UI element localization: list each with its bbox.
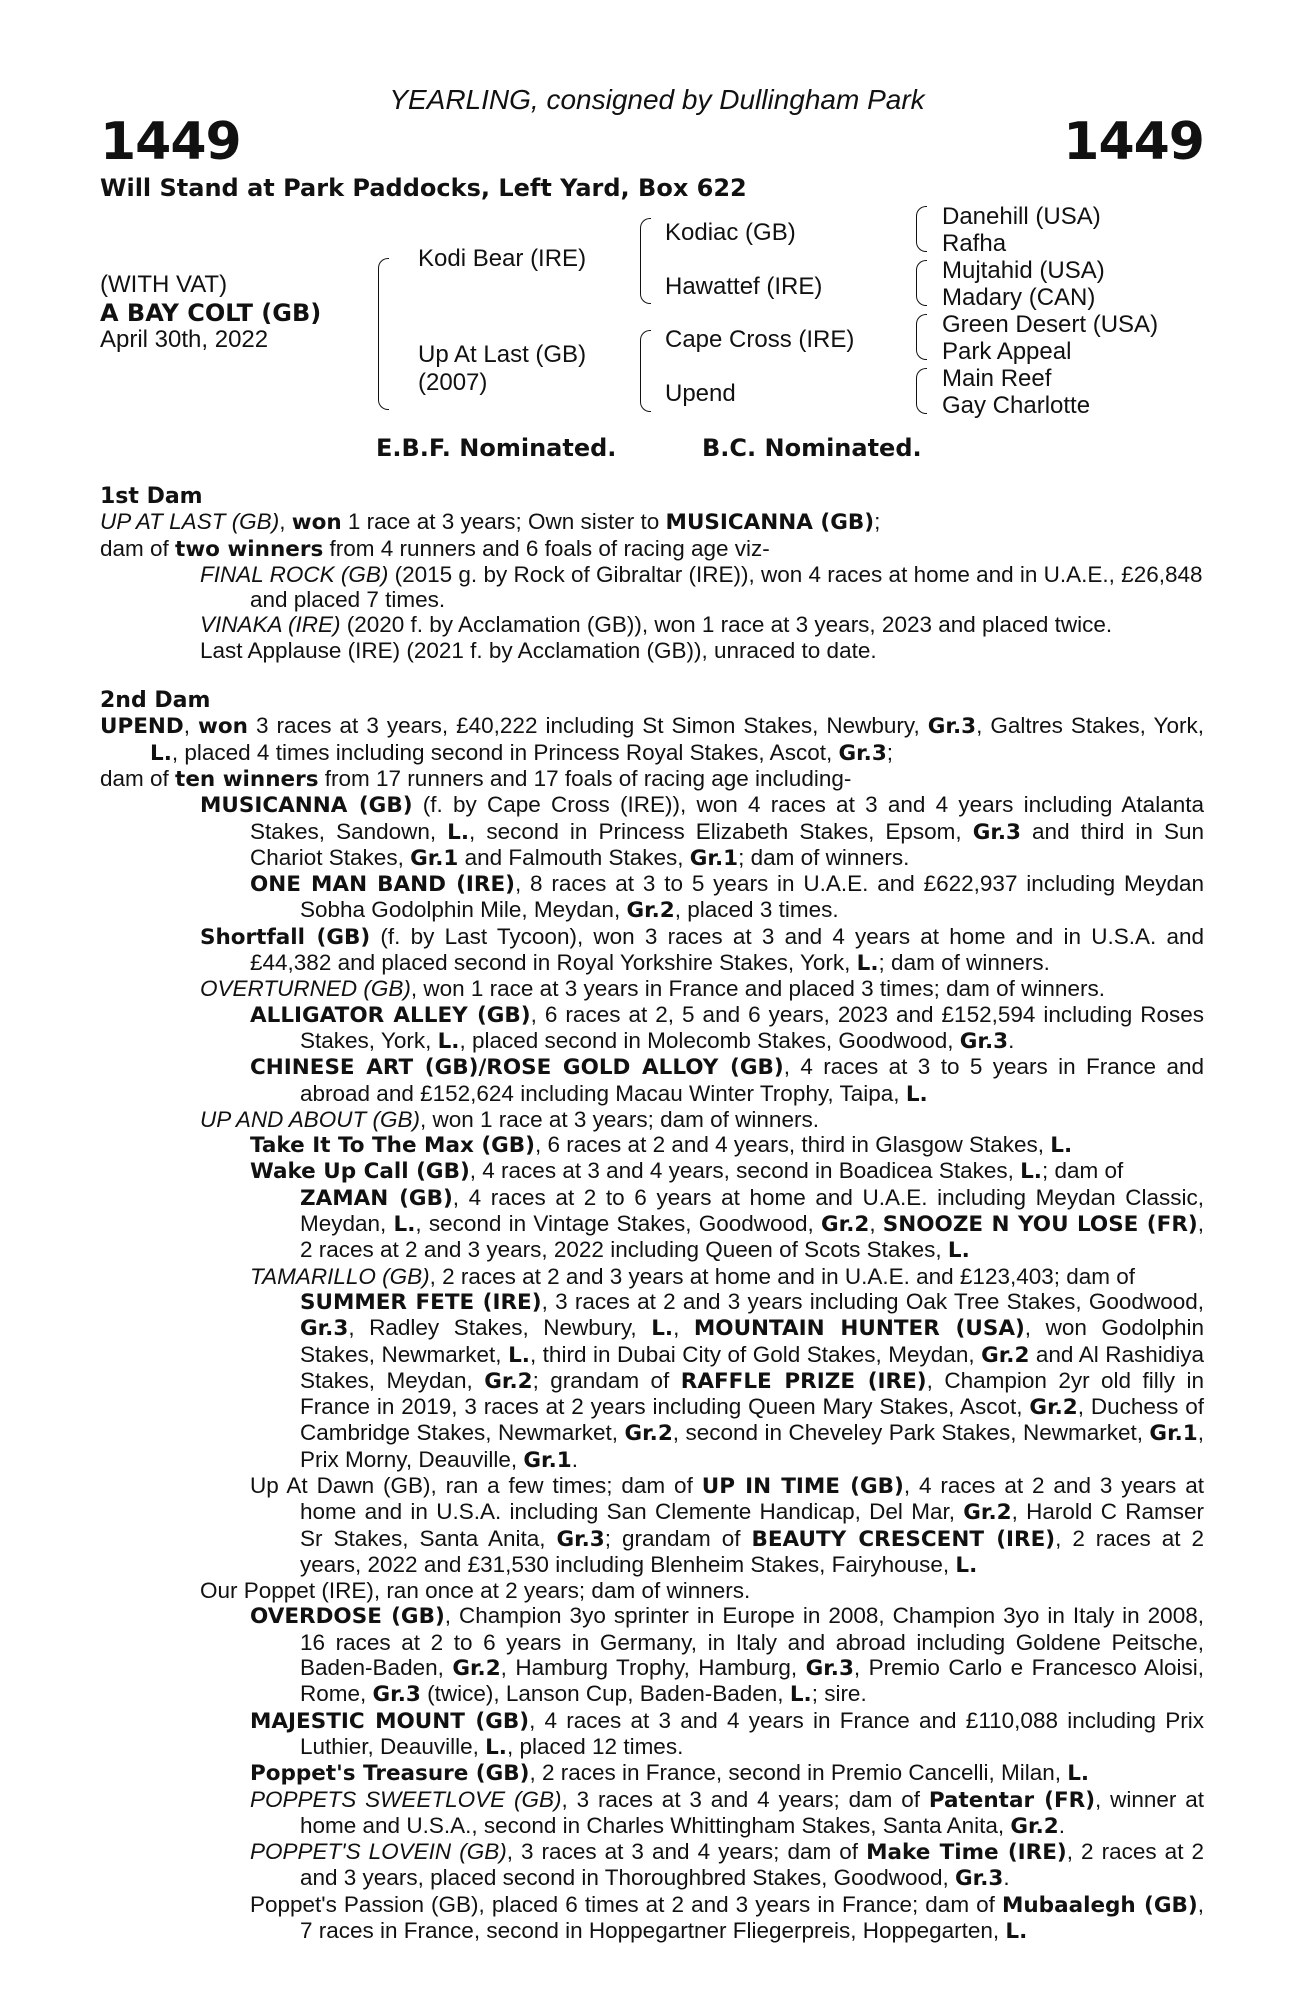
- produce-wake-up-call: Wake Up Call (GB), 4 races at 3 and 4 years, second in Boadicea Stakes, L.; dam of: [250, 1158, 1124, 1185]
- produce-last-applause: Last Applause (IRE) (2021 f. by Acclamation (GB)), unraced to date.: [200, 637, 877, 663]
- produce-up-and-about: UP AND ABOUT (GB), won 1 race at 3 years; dam of winners.: [200, 1106, 819, 1132]
- horse-name: A BAY COLT (GB): [100, 299, 322, 327]
- dam-name: Up At Last (GB): [418, 341, 587, 368]
- second-dam-heading: 2nd Dam: [100, 688, 211, 714]
- bc-nomination: B.C. Nominated.: [702, 434, 922, 462]
- dam-dam: Upend: [665, 380, 736, 407]
- brace-dam: [640, 330, 651, 412]
- sire-name: Kodi Bear (IRE): [418, 245, 587, 272]
- vat-note: (WITH VAT): [100, 271, 228, 298]
- brace-1: [378, 258, 389, 410]
- gg-2: Mujtahid (USA): [942, 257, 1105, 284]
- dam-sire: Cape Cross (IRE): [665, 326, 855, 353]
- gg-6: Main Reef: [942, 365, 1052, 392]
- produce-up-at-dawn: Up At Dawn (GB), ran a few times; dam of UP IN TIME (GB), 4 races at 2 and 3 years at home and in U.S.A. including San Clemente Handicap, Del Mar, Gr.2, Harold C Ramser Sr Stakes, Santa Anita, Gr.3; grandam of BEAUTY CRESCENT (IRE), 2 races at 2 years, 2022 and £31,530 including Blenheim Stakes, Fairyhouse, L.: [250, 1472, 1204, 1578]
- produce-summer-fete: SUMMER FETE (IRE), 3 races at 2 and 3 years including Oak Tree Stakes, Goodwood, Gr.3, Radley Stakes, Newbury, L., MOUNTAIN HUNTER (USA), won Godolphin Stakes, Newmarket, L., third in Dubai City of Gold Stakes, Meydan, Gr.2 and Al Rashidiya Stakes, Meydan, Gr.2; grandam of RAFFLE PRIZE (IRE), Champion 2yr old filly in France in 2019, 3 races at 2 years including Queen Mary Stakes, Ascot, Gr.2, Duchess of Cambridge Stakes, Newmarket, Gr.2, second in Cheveley Park Stakes, Newmarket, Gr.1, Prix Morny, Deauville, Gr.1.: [300, 1288, 1205, 1473]
- produce-majestic-mount: MAJESTIC MOUNT (GB), 4 races at 3 and 4 years in France and £110,088 including Prix Luthier, Deauville, L., placed 12 times.: [250, 1707, 1204, 1760]
- produce-final-rock: FINAL ROCK (GB) (2015 g. by Rock of Gibraltar (IRE)), won 4 races at home and in U.A.E., £26,848 and placed 7 times.: [200, 561, 1203, 613]
- gg-1: Rafha: [942, 230, 1007, 257]
- brace-gg1: [916, 206, 927, 252]
- gg-3: Madary (CAN): [942, 284, 1096, 311]
- produce-vinaka: VINAKA (IRE) (2020 f. by Acclamation (GB)), won 1 race at 3 years, 2023 and placed twice.: [200, 612, 1113, 638]
- dam-year: (2007): [418, 369, 488, 396]
- produce-take-it-to-the-max: Take It To The Max (GB), 6 races at 2 and 4 years, third in Glasgow Stakes, L.: [250, 1132, 1073, 1159]
- catalogue-body: [100, 484, 1204, 1944]
- produce-one-man-band: ONE MAN BAND (IRE), 8 races at 3 to 5 years in U.A.E. and £622,937 including Meydan Sobha Godolphin Mile, Meydan, Gr.2, placed 3 times.: [250, 871, 1204, 924]
- gg-4: Green Desert (USA): [942, 311, 1159, 338]
- produce-chinese-art: CHINESE ART (GB)/ROSE GOLD ALLOY (GB), 4 races at 3 to 5 years in France and abroad and £152,624 including Macau Winter Trophy, Taipa, L.: [250, 1054, 1205, 1107]
- produce-tamarillo: TAMARILLO (GB), 2 races at 2 and 3 years at home and in U.A.E. and £123,403; dam of: [250, 1263, 1136, 1289]
- produce-poppets-passion: Poppet's Passion (GB), placed 6 times at 2 and 3 years in France; dam of Mubaalegh (GB), 7 races in France, second in Hoppegartner Fliegerpreis, Hoppegarten, L.: [250, 1891, 1204, 1945]
- brace-gg4: [916, 368, 927, 414]
- produce-poppets-treasure: Poppet's Treasure (GB), 2 races in France, second in Premio Cancelli, Milan, L.: [250, 1760, 1090, 1787]
- sire-dam: Hawattef (IRE): [665, 273, 823, 300]
- produce-poppets-lovein: POPPET'S LOVEIN (GB), 3 races at 3 and 4 years; dam of Make Time (IRE), 2 races at 2 and 3 years, placed second in Thoroughbred Stakes, Goodwood, Gr.3.: [250, 1839, 1205, 1892]
- brace-gg3: [916, 314, 927, 360]
- consignment-line: YEARLING, consigned by Dullingham Park: [389, 84, 925, 115]
- gg-7: Gay Charlotte: [942, 392, 1091, 419]
- lot-number-right: 1449: [1063, 112, 1204, 172]
- ebf-nomination: E.B.F. Nominated.: [376, 434, 617, 462]
- produce-musicanna: MUSICANNA (GB) (f. by Cape Cross (IRE)), won 4 races at 3 and 4 years including Atalanta Stakes, Sandown, L., second in Princess Elizabeth Stakes, Epsom, Gr.3 and third in Sun Chariot Stakes, Gr.1 and Falmouth Stakes, Gr.1; dam of winners.: [200, 792, 1204, 871]
- gg-5: Park Appeal: [942, 338, 1072, 365]
- second-dam-produce-summary: dam of ten winners from 17 runners and 17 foals of racing age including-: [100, 765, 852, 792]
- produce-alligator-alley: ALLIGATOR ALLEY (GB), 6 races at 2, 5 and 6 years, 2023 and £152,594 including Roses Stakes, York, L., placed second in Molecomb Stakes, Goodwood, Gr.3.: [250, 1001, 1204, 1054]
- produce-poppets-sweetlove: POPPETS SWEETLOVE (GB), 3 races at 3 and 4 years; dam of Patentar (FR), winner at home and U.S.A., second in Charles Whittingham Stakes, Santa Anita, Gr.2.: [250, 1786, 1205, 1839]
- stand-location: Will Stand at Park Paddocks, Left Yard, Box 622: [100, 174, 747, 202]
- produce-overdose: OVERDOSE (GB), Champion 3yo sprinter in Europe in 2008, Champion 3yo in Italy in 2008, 16 races at 2 to 6 years in Germany, in Italy and abroad including Goldene Peitsche, Baden-Baden, Gr.2, Hamburg Trophy, Hamburg, Gr.3, Premio Carlo e Francesco Aloisi, Rome, Gr.3 (twice), Lanson Cup, Baden-Baden, L.; sire.: [250, 1603, 1204, 1708]
- produce-shortfall: Shortfall (GB) (f. by Last Tycoon), won 3 races at 3 and 4 years at home and in U.S.A. and £44,382 and placed second in Royal Yorkshire Stakes, York, L.; dam of winners.: [200, 923, 1204, 977]
- produce-zaman: ZAMAN (GB), 4 races at 2 to 6 years at home and U.A.E. including Meydan Classic, Meydan, L., second in Vintage Stakes, Goodwood, Gr.2, SNOOZE N YOU LOSE (FR), 2 races at 2 and 3 years, 2022 including Queen of Scots Stakes, L.: [300, 1184, 1204, 1264]
- first-dam-line: UP AT LAST (GB), won 1 race at 3 years; Own sister to MUSICANNA (GB);: [100, 509, 881, 536]
- brace-sire: [640, 218, 651, 304]
- second-dam-upend: UPEND, won 3 races at 3 years, £40,222 including St Simon Stakes, Newbury, Gr.3, Galtres Stakes, York, L., placed 4 times including second in Princess Royal Stakes, Ascot, Gr.3;: [100, 713, 1204, 766]
- brace-gg2: [916, 260, 927, 306]
- gg-0: Danehill (USA): [942, 203, 1101, 230]
- sire-sire: Kodiac (GB): [665, 219, 796, 246]
- foaling-date: April 30th, 2022: [100, 326, 269, 353]
- lot-number-left: 1449: [100, 112, 241, 172]
- first-dam-heading: 1st Dam: [100, 484, 203, 509]
- first-dam-produce-summary: dam of two winners from 4 runners and 6 foals of racing age viz-: [100, 535, 770, 562]
- produce-overturned: OVERTURNED (GB), won 1 race at 3 years in France and placed 3 times; dam of winners.: [200, 976, 1105, 1002]
- produce-our-poppet: Our Poppet (IRE), ran once at 2 years; dam of winners.: [200, 1578, 751, 1604]
